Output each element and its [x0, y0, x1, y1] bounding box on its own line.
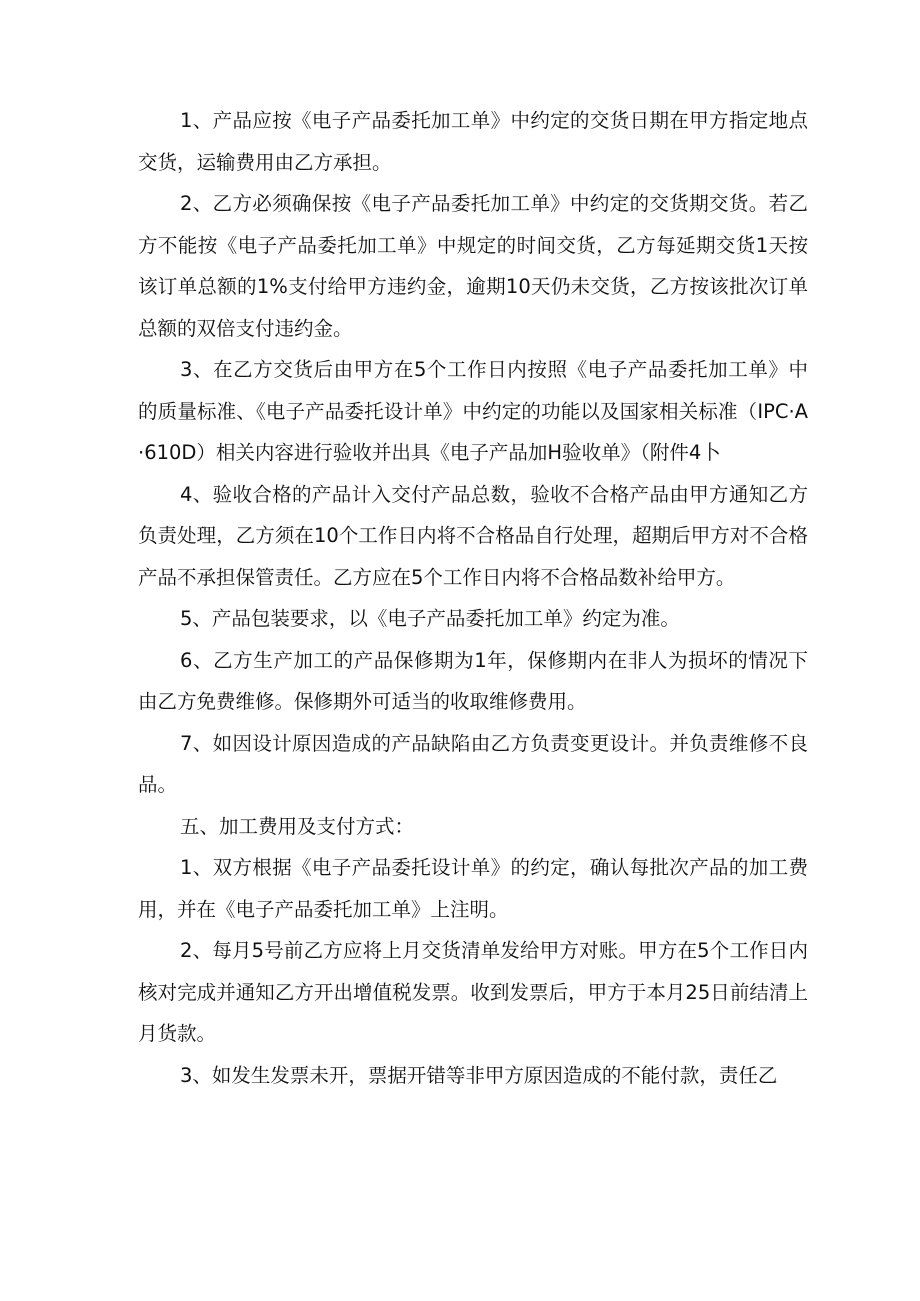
document-body: [138, 100, 808, 1096]
paragraph-delivery-penalty: 2、乙方必须确保按《电子产品委托加工单》中约定的交货期交货。若乙方不能按《电子产品委托加工单》中规定的时间交货，乙方每延期交货1天按该订单总额的1%支付给甲方违约金，逾期10天仍未交货，乙方按该批次订单总额的双倍支付违约金。: [138, 192, 808, 340]
section-heading-fees-payment: 五、加工费用及支付方式：: [180, 814, 415, 838]
paragraph-nonconforming-products: 4、验收合格的产品计入交付产品总数，验收不合格产品由甲方通知乙方负责处理，乙方须在10个工作日内将不合格品自行处理，超期后甲方对不合格产品不承担保管责任。乙方应在5个工作日内将不合格品数补给甲方。: [138, 482, 808, 589]
paragraph-warranty: 6、乙方生产加工的产品保修期为1年，保修期内在非人为损坏的情况下由乙方免费维修。保修期外可适当的收取维修费用。: [138, 648, 808, 713]
paragraph-fee-confirmation: 1、双方根据《电子产品委托设计单》的约定，确认每批次产品的加工费用，并在《电子产品委托加工单》上注明。: [138, 856, 808, 921]
paragraph-delivery-location: 1、产品应按《电子产品委托加工单》中约定的交货日期在甲方指定地点交货，运输费用由乙方承担。: [138, 109, 808, 174]
paragraph-design-defects: 7、如因设计原因造成的产品缺陷由乙方负责变更设计。并负责维修不良品。: [138, 731, 808, 796]
paragraph-invoice-issues: 3、如发生发票未开，票据开错等非甲方原因造成的不能付款，责任乙: [180, 1063, 778, 1087]
paragraph-acceptance-inspection: 3、在乙方交货后由甲方在5个工作日内按照《电子产品委托加工单》中的质量标准、《电子产品委托设计单》中约定的功能以及国家相关标准（IPC·A·610D）相关内容进行验收并出具《电子产品加H验收单》（附件4卜: [138, 358, 808, 464]
paragraph-monthly-reconciliation: 2、每月5号前乙方应将上月交货清单发给甲方对账。甲方在5个工作日内核对完成并通知乙方开出增值税发票。收到发票后，甲方于本月25日前结清上月货款。: [138, 939, 808, 1045]
paragraph-packaging: 5、产品包装要求，以《电子产品委托加工单》约定为准。: [180, 607, 680, 630]
